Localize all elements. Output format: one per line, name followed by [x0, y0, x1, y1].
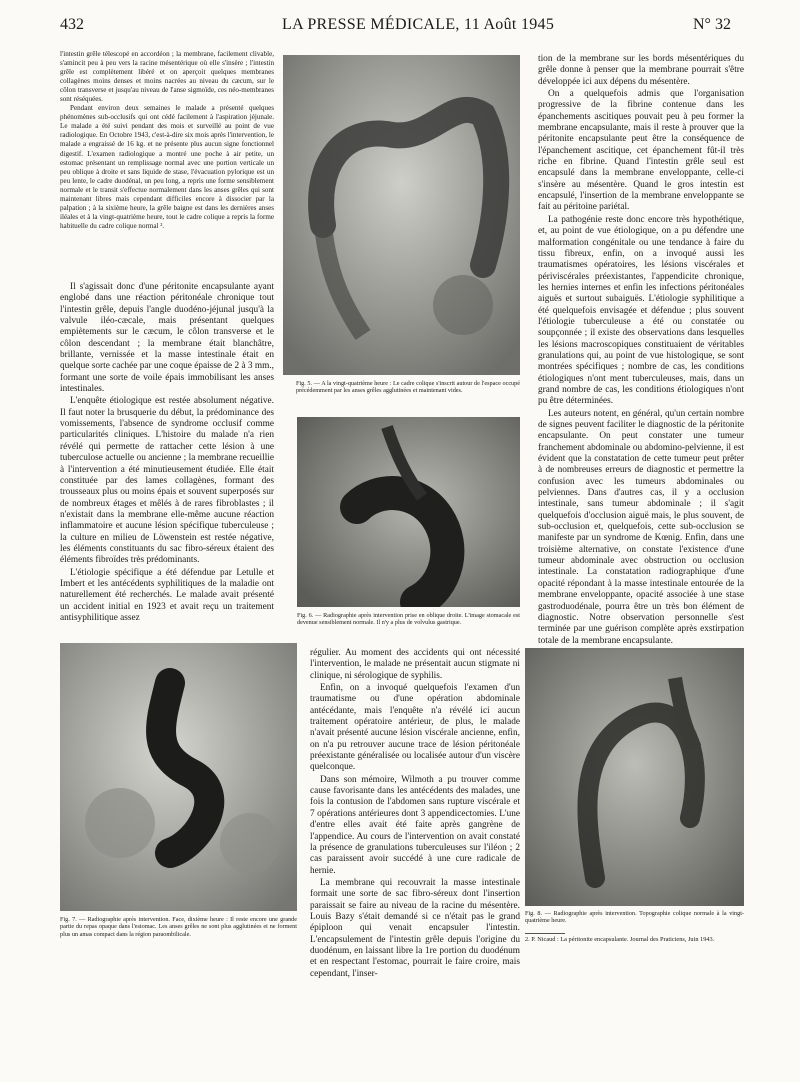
paragraph: régulier. Au moment des accidents qui ont nécessité l'intervention, le malade ne présentait aucun stigmate ni clinique, ni sérologique de syphilis.: [310, 648, 520, 681]
paragraph: Il s'agissait donc d'une péritonite encapsulante ayant englobé dans une réaction péritonéale chronique tout l'intestin grêle, depuis l'angle duodéno-jéjunal jusqu'à la valvule iléo-cæcale, mais présentant quelques empiètements sur le cæcum, le côlon transverse et le côlon descendant ; la membrane était blanchâtre, brillante, vernissée et la masse intestinale était en quelque sorte cachée par une coque épaisse de 2 à 3 mm., formant une sorte de voile épais immobilisant les anses intestinales.: [60, 282, 274, 395]
column-3-text: [538, 54, 744, 648]
paragraph: Dans son mémoire, Wilmoth a pu trouver comme cause favorisante dans les antécédents des malades, une fois la contusion de l'abdomen sans rupture viscérale et 7 opérations antérieures dont 3 appendicectomies. L'une d'entre elles avait été faite après gangrène de l'appendice. Au cours de l'intervention on avait constaté la présence de granulations tuberculeuses sur l'iléon ; 2 cas paraissent avoir succédé à une cure radicale de hernie.: [310, 774, 520, 876]
figure-7-caption: Fig. 7. — Radiographie après intervention. Face, dixième heure : Il reste encore une grande partie du repas opaque dans l'estomac. Les anses grêles ne sont plus agglutinées et ne forment plus un amas compact dans la région paraombilicale.: [60, 916, 297, 938]
figure-6-caption: Fig. 6. — Radiographie après intervention prise en oblique droite. L'image stomacale est devenue sensiblement normale. Il n'y a plus de volvulus gastrique.: [297, 612, 520, 627]
figure-7-radiograph: [60, 643, 297, 911]
paragraph: L'enquête étiologique est restée absolument négative. Il faut noter la brusquerie du début, la prédominance des vomissements, l'absence de syndrome occlusif comme particularités cliniques. L'histoire du malade n'a rien révélé qui permette de rattacher cette lésion à une tuberculose actuelle ou ancienne ; la membrane recueillie à l'intervention a été minutieusement étudiée. Elle était constituée par des lames collagènes, formant des trousseaux plus ou moins épais et souvent superposés sur de nombreux étages et mêlés à de rares fibroblastes ; il n'existait dans la membrane elle-même aucune réaction inflammatoire et aucune lésion spécifique tuberculeuse ; la culture en milieu de Löwenstein est restée négative, les éléments constituants du sac fibro-séreux étaient des éléments fibroïdes très prédominants.: [60, 396, 274, 566]
column-1-top-text: [60, 50, 274, 231]
figure-6-radiograph: [297, 417, 520, 607]
paragraph: Les auteurs notent, en général, qu'un certain nombre de signes peuvent faciliter le diagnostic de la péritonite encapsulante. On peut constater une tumeur franchement abdominale ou abdomino-pelvienne, il est évident que la constatation de cette tumeur peut prêter à de nombreuses erreurs de diagnostic et permettre la confusion avec les tumeurs abdominales ou pelviennes. Dans d'autres cas, il y a occlusion intestinale, sans tumeur abdominale ; il s'agit quelquefois d'occlusion aiguë mais, le plus souvent, de sub-occlusion et, quelquefois, cette sub-occlusion se manifeste par un syndrome de Kœnig. Enfin, dans une troisième alternative, on constate l'existence d'une tumeur abdominale avec obstruction ou occlusion intestinale. La constatation radiographique d'une opacité répondant à la masse intestinale entourée de la membrane enveloppante, opacité associée à une stase gastroduodénale, pourra être un très bon élément de diagnostic. Notre observation personnelle s'est terminée par une guérison complète après exstirpation totale de la membrane encapsulante.: [538, 408, 744, 646]
paragraph: Pendant environ deux semaines le malade a présenté quelques phénomènes sub-occlusifs qui ont cédé facilement à l'aspiration jéjunale. Le malade a été suivi pendant des mois et surveillé au point de vue radiologique. En Octobre 1943, c'est-à-dire six mois après l'intervention, le malade a engraissé de 16 kg. et ne présente plus aucun signe fonctionnel digestif. L'examen radiologique a montré une poche à air petite, un estomac présentant un remplissage normal avec une portion verticale un peu oblique à droite et sans liquide de stase, l'évacuation pylorique est un peu lente, le cadre duodénal, un peu long, a repris une forme sensiblement normale et le transit s'effectue normalement dans les anses grêles qui sont maintenant libres mais cependant difficiles encore à dissocier par la palpation ; à la sixième heure, la grêle baigne est dans les dernières anses iléales et à la vingt-quatrième heure, tout le cadre colique a repris la forme habituelle du cadre colique normal ².: [60, 104, 274, 230]
paragraph: l'intestin grêle télescopé en accordéon ; la membrane, facilement clivable, s'amincit peu à peu vers la racine mésentérique où elle s'insère ; l'intestin grêle est complètement libéré et on aperçoit quelques membranes collagènes moins denses et moins nacrées au niveau du cæcum, sur le côlon transverse et jusqu'au niveau de l'anse sigmoïde, ces néo-membranes sont réséquées.: [60, 50, 274, 104]
footnote: 2. P. Nicaud : La péritonite encapsulante. Journal des Praticiens, Juin 1943.: [525, 936, 715, 943]
issue-number: N° 32: [693, 16, 731, 33]
figure-5-radiograph: [283, 55, 520, 375]
figure-8-radiograph: [525, 648, 744, 906]
page-number: 432: [60, 16, 84, 33]
column-1-main-text: [60, 282, 274, 625]
footnote-rule: [525, 933, 565, 934]
paragraph: Enfin, on a invoqué quelquefois l'examen d'un traumatisme ou d'une opération abdominale antécédante, mais l'enquête n'a révélé ici aucun traitement opératoire antérieur, de plus, le malade n'avait présenté aucune lésion viscérale ancienne, enfin, on n'a pu retrouver aucune trace de lésion péritonéale préexistante généralisée ou localisée autour d'un viscère quelconque.: [310, 683, 520, 773]
figure-5-caption: Fig. 5. — A la vingt-quatrième heure : Le cadre colique s'inscrit autour de l'espace occupé précédemment par les anses grêles agglutinées et maintenant vides.: [296, 380, 520, 395]
paragraph: La membrane qui recouvrait la masse intestinale formait une sorte de sac fibro-séreux dont l'insertion paraissait se faire au niveau de la racine du mésentère. Louis Bazy s'était demandé si ce n'était pas le grand épiploon qui venait encapsuler l'intestin. L'encapsulement de l'intestin grêle depuis l'origine du duodénum, en laissant libre la 1re portion du duodénum et en respectant l'estomac, pourrait le faire croire, mais cependant, l'inser-: [310, 877, 520, 979]
paragraph: L'étiologie spécifique a été défendue par Letulle et Imbert et les antécédents syphilitiques de la maladie ont naturellement été recherchés. Le malade avait présenté un accident initial en 1923 et avait reçu un traitement antisyphilitique assez: [60, 567, 274, 623]
issue-date: 11 Août 1945: [464, 16, 555, 33]
journal-title: LA PRESSE MÉDICALE, 11 Août 1945: [282, 16, 555, 33]
column-2-bottom-text: [310, 648, 520, 981]
paragraph: On a quelquefois admis que l'organisation progressive de la fibrine contenue dans les épanchements ascitiques pouvait peu à peu former la membrane encapsulante, mais il reste à prouver que la péritonite encapsulante peut être la conséquence de l'épanchement ascitique, cet épanchement fût-il très riche en fibrine. Quand l'intestin grêle seul est encapsulé dans la membrane enveloppante, celle-ci s'insère au mésentère. Quand le gros intestin est encapsulé, l'insertion de la membrane enveloppante se fait au péritoine pariétal.: [538, 89, 744, 213]
figure-8-caption: Fig. 8. — Radiographie après intervention. Topographie colique normale à la vingt-quatrième heure.: [525, 910, 744, 925]
paragraph: tion de la membrane sur les bords mésentériques du grêle donne à penser que la membrane pourrait s'être développée ici aux dépens du mésentère.: [538, 54, 744, 87]
paragraph: La pathogénie reste donc encore très hypothétique, et, au point de vue étiologique, on a pu défendre une malformation congénitale ou une tendance à faire du tissu fibreux, enfin, on a invoqué aussi les traumatismes opératoires, les lésions viscérales et périviscérales préexistantes, l'appendicite chronique, les hernies internes et enfin les infections péritonéales aiguës et surtout subaiguës. L'étiologie syphilitique a été quelquefois envisagée et défendue ; plus souvent l'étiologie tuberculeuse a été ou constatée ou soupçonnée ; il existe des observations dans lesquelles les lésions macroscopiques constituaient de véritables granulations qui, au point de vue histologique, se sont montrées spécifiques ; nombre de cas, les conditions étiologiques n'ont ment tuberculeuses, mais, dans un grand nombre de cas, les conditions étiologiques n'ont pu être déterminées.: [538, 214, 744, 407]
page-header: [0, 12, 800, 42]
